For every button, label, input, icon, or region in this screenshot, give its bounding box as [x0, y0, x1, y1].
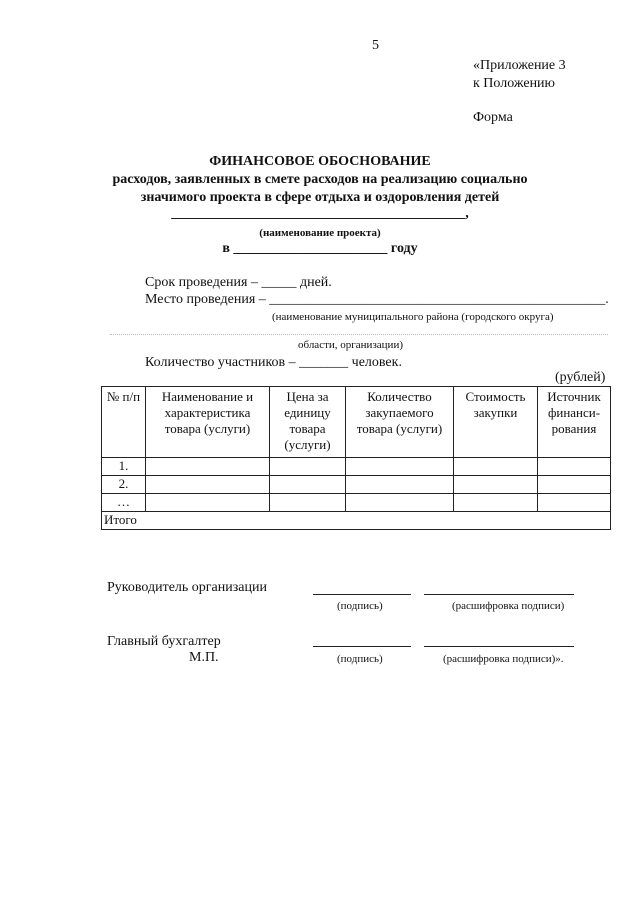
duration-line: Срок проведения – _____ дней.: [145, 275, 332, 290]
form-label: Форма: [473, 110, 513, 125]
head-signature-label: Руководитель организации: [107, 580, 267, 595]
annex-line-2: к Положению: [473, 76, 556, 91]
row-number: 1.: [102, 458, 146, 476]
table-cell: [146, 458, 270, 476]
accountant-signature-line: [313, 646, 411, 647]
table-cell: [270, 476, 346, 494]
currency-unit: (рублей): [555, 370, 606, 385]
project-name-caption: (наименование проекта): [259, 227, 381, 239]
accountant-decoding-line: [424, 646, 574, 647]
title-line-3: значимого проекта в сфере отдыха и оздоровления детей: [140, 190, 500, 205]
head-signature-caption: (подпись): [337, 600, 383, 612]
table-cell: [146, 476, 270, 494]
table-cell: [538, 494, 611, 512]
table-cell: [146, 494, 270, 512]
header-cost: Стоимость закупки: [454, 387, 538, 458]
table-row: [102, 476, 611, 494]
table-cell: [346, 458, 454, 476]
place-line: Место проведения – ________________________________________________.: [145, 292, 609, 307]
table-cell: [270, 494, 346, 512]
row-number: 2.: [102, 476, 146, 494]
accountant-signature-label: Главный бухгалтер: [107, 634, 221, 649]
table-cell: [346, 494, 454, 512]
header-name: Наименование и характеристика товара (услуги): [146, 387, 270, 458]
head-signature-line: [313, 594, 411, 595]
project-name-blank: __________________________________________,: [171, 206, 469, 221]
year-line: в ______________________ году: [222, 241, 418, 256]
table-cell: [538, 458, 611, 476]
stamp-label: М.П.: [189, 650, 219, 665]
annex-line-1: «Приложение 3: [473, 58, 566, 73]
total-label: Итого: [102, 512, 611, 530]
table-cell: [454, 476, 538, 494]
header-funding-source: Источник финанси-рования: [538, 387, 611, 458]
place-caption-1: (наименование муниципального района (городского округа): [272, 311, 554, 323]
header-unit-price: Цена за единицу товара (услуги): [270, 387, 346, 458]
participants-line: Количество участников – _______ человек.: [145, 355, 402, 370]
page-number: 5: [372, 38, 379, 53]
table-row: [102, 458, 611, 476]
table-header-row: [102, 387, 611, 458]
accountant-decoding-caption: (расшифровка подписи)».: [443, 653, 564, 665]
table-cell: [346, 476, 454, 494]
document-title: ФИНАНСОВОЕ ОБОСНОВАНИЕ: [209, 154, 431, 169]
table-total-row: [102, 512, 611, 530]
place-caption-2: области, организации): [298, 339, 403, 351]
row-number: …: [102, 494, 146, 512]
table-cell: [454, 494, 538, 512]
accountant-signature-caption: (подпись): [337, 653, 383, 665]
head-decoding-line: [424, 594, 574, 595]
header-number: № п/п: [102, 387, 146, 458]
financial-table: [101, 386, 611, 530]
table-cell: [538, 476, 611, 494]
title-line-2: расходов, заявленных в смете расходов на реализацию социально: [112, 172, 528, 187]
place-dotted-rule: [110, 334, 608, 335]
table-cell: [454, 458, 538, 476]
header-quantity: Количество закупаемого товара (услуги): [346, 387, 454, 458]
table-cell: [270, 458, 346, 476]
head-decoding-caption: (расшифровка подписи): [452, 600, 565, 612]
table-row: [102, 494, 611, 512]
